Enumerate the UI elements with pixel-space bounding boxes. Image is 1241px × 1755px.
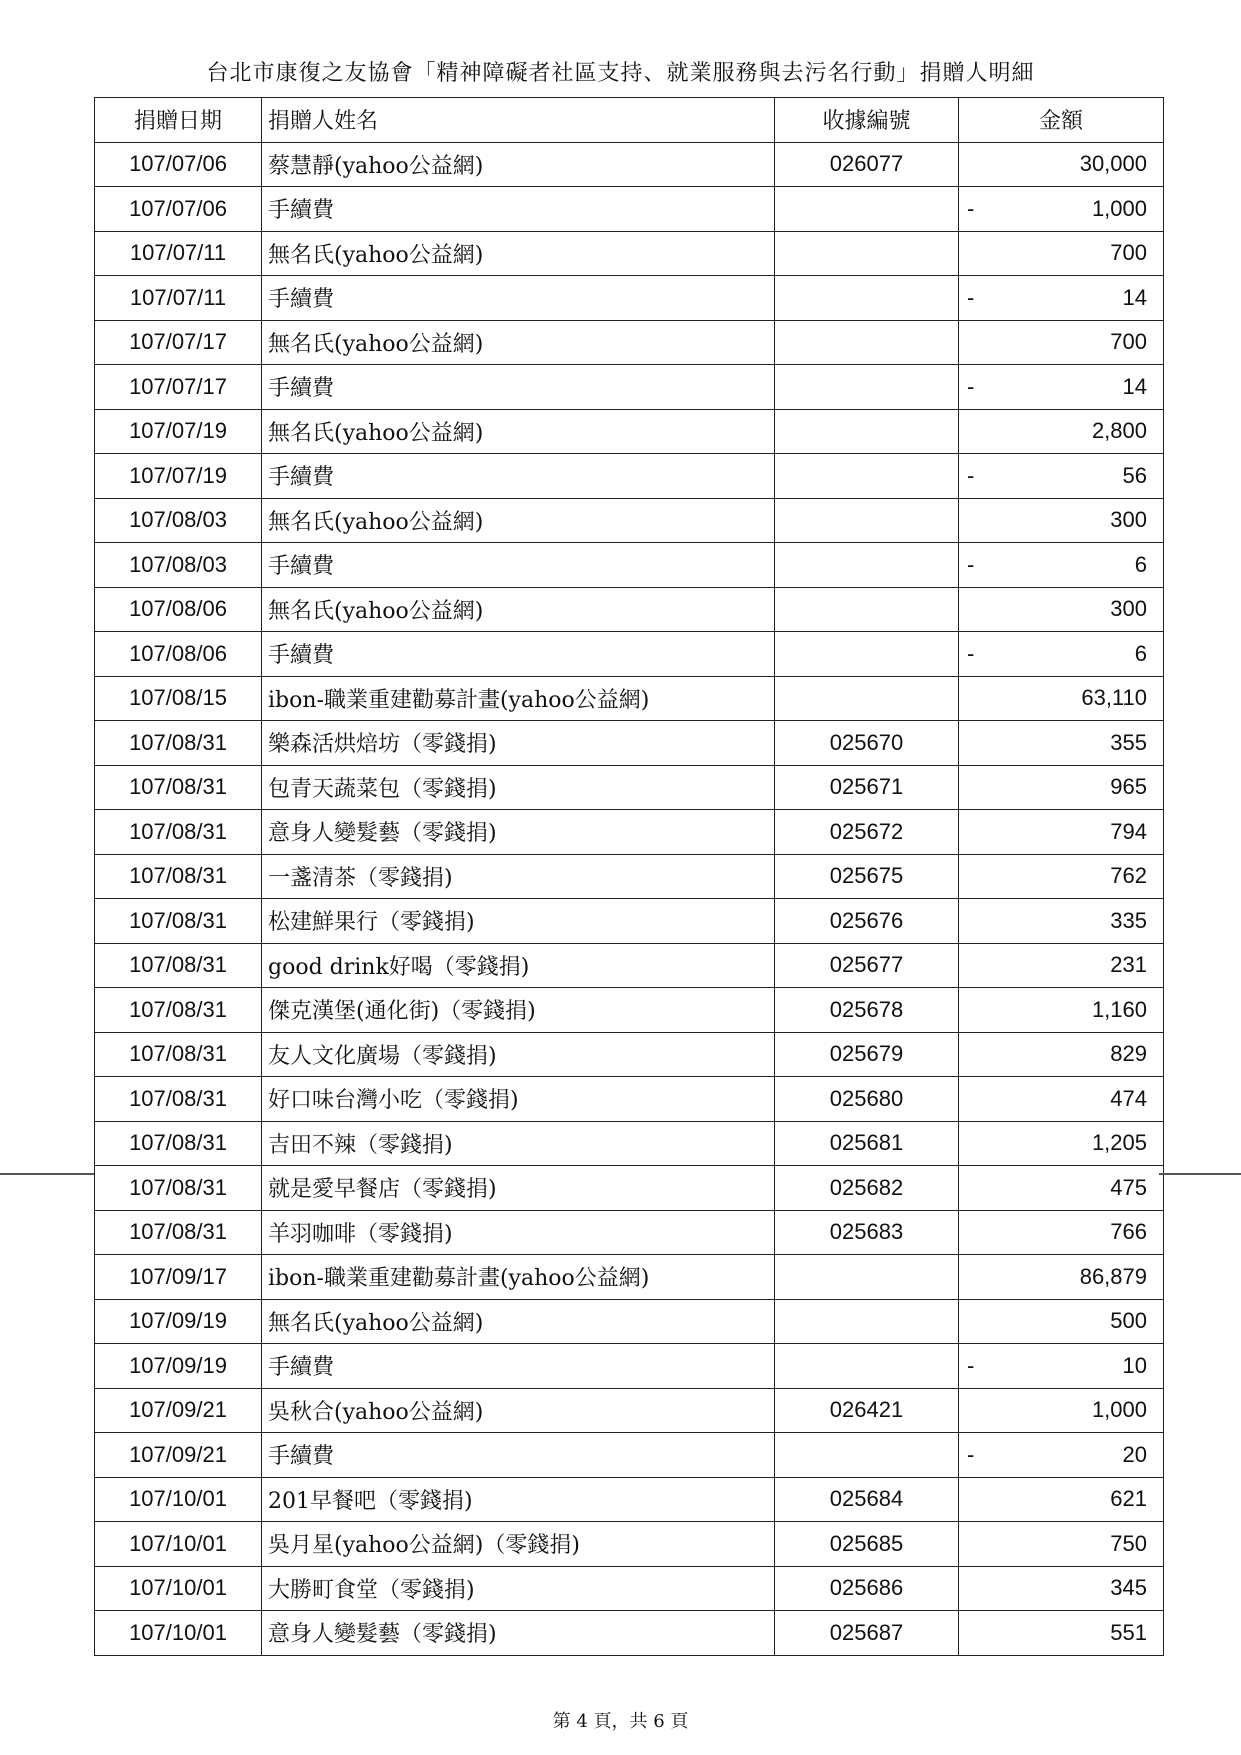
cell-amount	[959, 1477, 1164, 1522]
amount-value: 750	[1110, 1530, 1147, 1556]
cell-amount	[959, 943, 1164, 988]
cell-date: 107/08/31	[95, 1077, 262, 1122]
cell-receipt-number: 025678	[775, 988, 959, 1033]
cell-amount	[959, 543, 1164, 588]
negative-sign: -	[967, 640, 975, 666]
amount-value: 355	[1110, 729, 1147, 755]
amount-value: 1,000	[1091, 195, 1147, 221]
cell-date: 107/08/06	[95, 587, 262, 632]
cell-date: 107/07/06	[95, 187, 262, 232]
cell-date: 107/07/19	[95, 409, 262, 454]
table-header-row	[95, 98, 1164, 143]
cell-amount	[959, 1611, 1164, 1656]
amount-value: 14	[1122, 373, 1147, 399]
cell-amount	[959, 231, 1164, 276]
cell-donor-name: 大勝町食堂（零錢捐)	[262, 1566, 775, 1611]
table-row	[95, 1522, 1164, 1567]
amount-value: 300	[1110, 596, 1147, 622]
cell-date: 107/09/21	[95, 1388, 262, 1433]
cell-donor-name: 吳月星(yahoo公益網)（零錢捐)	[262, 1522, 775, 1567]
table-row	[95, 943, 1164, 988]
cell-date: 107/07/06	[95, 142, 262, 187]
cell-date: 107/08/31	[95, 943, 262, 988]
cell-date: 107/07/11	[95, 276, 262, 321]
cell-donor-name: 手續費	[262, 1433, 775, 1478]
cell-amount	[959, 1077, 1164, 1122]
cell-amount	[959, 187, 1164, 232]
cell-receipt-number	[775, 454, 959, 499]
cell-receipt-number	[775, 320, 959, 365]
table-row	[95, 854, 1164, 899]
cell-date: 107/08/31	[95, 1210, 262, 1255]
amount-value: 1,160	[1091, 996, 1147, 1022]
amount-value: 10	[1122, 1352, 1147, 1378]
cell-amount	[959, 721, 1164, 766]
cell-amount	[959, 320, 1164, 365]
cell-amount	[959, 276, 1164, 321]
cell-receipt-number	[775, 231, 959, 276]
cell-receipt-number	[775, 187, 959, 232]
cell-date: 107/08/31	[95, 810, 262, 855]
cell-receipt-number: 025675	[775, 854, 959, 899]
cell-date: 107/08/31	[95, 1166, 262, 1211]
negative-sign: -	[967, 551, 975, 577]
cell-date: 107/08/06	[95, 632, 262, 677]
cell-receipt-number	[775, 1344, 959, 1389]
cell-date: 107/10/01	[95, 1477, 262, 1522]
header-donor-name: 捐贈人姓名	[262, 98, 775, 143]
cell-amount	[959, 632, 1164, 677]
amount-value: 20	[1122, 1441, 1147, 1467]
amount-value: 86,879	[1079, 1263, 1147, 1289]
cell-donor-name: 意身人變髮藝（零錢捐)	[262, 1611, 775, 1656]
cell-receipt-number: 025679	[775, 1032, 959, 1077]
cell-amount	[959, 676, 1164, 721]
negative-sign: -	[967, 284, 975, 310]
amount-value: 965	[1110, 774, 1147, 800]
cell-donor-name: 手續費	[262, 632, 775, 677]
table-row	[95, 1077, 1164, 1122]
cell-receipt-number	[775, 409, 959, 454]
table-body	[95, 142, 1164, 1655]
cell-donor-name: good drink好喝（零錢捐)	[262, 943, 775, 988]
amount-value: 300	[1110, 507, 1147, 533]
table-row	[95, 1344, 1164, 1389]
cell-amount	[959, 854, 1164, 899]
cell-donor-name: 就是愛早餐店（零錢捐)	[262, 1166, 775, 1211]
cell-donor-name: 無名氏(yahoo公益網)	[262, 1299, 775, 1344]
table-row	[95, 365, 1164, 410]
cell-date: 107/08/31	[95, 988, 262, 1033]
table-row	[95, 1166, 1164, 1211]
cell-donor-name: 無名氏(yahoo公益網)	[262, 409, 775, 454]
negative-sign: -	[967, 1352, 975, 1378]
cell-date: 107/09/17	[95, 1255, 262, 1300]
cell-donor-name: 無名氏(yahoo公益網)	[262, 498, 775, 543]
table-row	[95, 1121, 1164, 1166]
table-row	[95, 276, 1164, 321]
cell-amount	[959, 1566, 1164, 1611]
cell-receipt-number: 025670	[775, 721, 959, 766]
cell-date: 107/08/31	[95, 854, 262, 899]
cell-donor-name: 包青天蔬菜包（零錢捐)	[262, 765, 775, 810]
cell-receipt-number	[775, 587, 959, 632]
cell-date: 107/08/31	[95, 721, 262, 766]
table-row	[95, 1477, 1164, 1522]
cell-receipt-number	[775, 632, 959, 677]
cell-receipt-number	[775, 276, 959, 321]
cell-donor-name: 手續費	[262, 1344, 775, 1389]
amount-value: 621	[1110, 1486, 1147, 1512]
cell-receipt-number: 025677	[775, 943, 959, 988]
cell-receipt-number: 025682	[775, 1166, 959, 1211]
amount-value: 335	[1110, 907, 1147, 933]
amount-value: 829	[1110, 1041, 1147, 1067]
cell-date: 107/08/03	[95, 498, 262, 543]
document-title: 台北市康復之友協會「精神障礙者社區支持、就業服務與去污名行動」捐贈人明細	[206, 61, 1035, 86]
table-row	[95, 1388, 1164, 1433]
amount-value: 1,000	[1091, 1397, 1147, 1423]
cell-receipt-number: 025676	[775, 899, 959, 944]
cell-amount	[959, 498, 1164, 543]
amount-value: 63,110	[1081, 685, 1147, 711]
cell-amount	[959, 1299, 1164, 1344]
cell-donor-name: 一盞清茶（零錢捐)	[262, 854, 775, 899]
negative-sign: -	[967, 373, 975, 399]
cell-donor-name: 手續費	[262, 276, 775, 321]
cell-amount	[959, 365, 1164, 410]
cell-date: 107/10/01	[95, 1611, 262, 1656]
cell-donor-name: 手續費	[262, 454, 775, 499]
cell-receipt-number: 026421	[775, 1388, 959, 1433]
cell-receipt-number: 025680	[775, 1077, 959, 1122]
cell-amount	[959, 1344, 1164, 1389]
table-row	[95, 1566, 1164, 1611]
cell-date: 107/07/17	[95, 320, 262, 365]
table-row	[95, 632, 1164, 677]
cell-receipt-number: 025671	[775, 765, 959, 810]
table-row	[95, 231, 1164, 276]
cell-donor-name: 樂森活烘焙坊（零錢捐)	[262, 721, 775, 766]
cell-amount	[959, 1255, 1164, 1300]
header-date: 捐贈日期	[95, 98, 262, 143]
table-row	[95, 1210, 1164, 1255]
cell-amount	[959, 1121, 1164, 1166]
cell-donor-name: 友人文化廣場（零錢捐)	[262, 1032, 775, 1077]
amount-value: 794	[1110, 818, 1147, 844]
cell-donor-name: 手續費	[262, 187, 775, 232]
amount-value: 56	[1122, 462, 1147, 488]
cell-receipt-number: 025684	[775, 1477, 959, 1522]
cell-receipt-number: 025686	[775, 1566, 959, 1611]
amount-value: 475	[1110, 1174, 1147, 1200]
table-row	[95, 810, 1164, 855]
cell-donor-name: 傑克漢堡(通化街)（零錢捐)	[262, 988, 775, 1033]
cell-donor-name: ibon-職業重建勸募計畫(yahoo公益網)	[262, 676, 775, 721]
cell-donor-name: 好口味台灣小吃（零錢捐)	[262, 1077, 775, 1122]
negative-sign: -	[967, 462, 975, 488]
cell-receipt-number	[775, 676, 959, 721]
table-row	[95, 142, 1164, 187]
amount-value: 6	[1134, 551, 1147, 577]
scan-artifact-line-right	[1159, 1173, 1241, 1175]
amount-value: 30,000	[1079, 151, 1147, 177]
cell-date: 107/09/19	[95, 1299, 262, 1344]
cell-date: 107/09/19	[95, 1344, 262, 1389]
cell-date: 107/10/01	[95, 1522, 262, 1567]
cell-date: 107/10/01	[95, 1566, 262, 1611]
cell-donor-name: 吳秋合(yahoo公益網)	[262, 1388, 775, 1433]
cell-amount	[959, 1166, 1164, 1211]
amount-value: 700	[1110, 240, 1147, 266]
table-row	[95, 187, 1164, 232]
cell-receipt-number	[775, 1299, 959, 1344]
amount-value: 700	[1110, 329, 1147, 355]
cell-receipt-number: 026077	[775, 142, 959, 187]
cell-date: 107/07/19	[95, 454, 262, 499]
header-receipt-number: 收據編號	[775, 98, 959, 143]
cell-receipt-number: 025685	[775, 1522, 959, 1567]
cell-donor-name: 羊羽咖啡（零錢捐)	[262, 1210, 775, 1255]
cell-date: 107/08/31	[95, 765, 262, 810]
cell-date: 107/07/17	[95, 365, 262, 410]
cell-amount	[959, 1388, 1164, 1433]
amount-value: 551	[1110, 1619, 1147, 1645]
cell-amount	[959, 899, 1164, 944]
cell-receipt-number: 025681	[775, 1121, 959, 1166]
cell-amount	[959, 409, 1164, 454]
scan-artifact-line-left	[0, 1173, 94, 1175]
cell-amount	[959, 988, 1164, 1033]
cell-donor-name: 蔡慧靜(yahoo公益網)	[262, 142, 775, 187]
table-row	[95, 1032, 1164, 1077]
table-row	[95, 1611, 1164, 1656]
page-footer: 第 4 頁，共 6 頁	[552, 1711, 689, 1732]
cell-receipt-number	[775, 1255, 959, 1300]
cell-date: 107/08/31	[95, 1032, 262, 1077]
cell-date: 107/08/31	[95, 899, 262, 944]
cell-receipt-number: 025687	[775, 1611, 959, 1656]
amount-value: 14	[1122, 284, 1147, 310]
table-row	[95, 543, 1164, 588]
amount-value: 766	[1110, 1219, 1147, 1245]
table-row	[95, 498, 1164, 543]
cell-amount	[959, 587, 1164, 632]
cell-donor-name: 無名氏(yahoo公益網)	[262, 320, 775, 365]
cell-date: 107/08/03	[95, 543, 262, 588]
header-amount: 金額	[959, 98, 1164, 143]
table-row	[95, 1255, 1164, 1300]
cell-date: 107/08/15	[95, 676, 262, 721]
cell-donor-name: 手續費	[262, 543, 775, 588]
table-row	[95, 454, 1164, 499]
cell-date: 107/07/11	[95, 231, 262, 276]
cell-amount	[959, 142, 1164, 187]
table-row	[95, 765, 1164, 810]
cell-amount	[959, 1210, 1164, 1255]
cell-date: 107/09/21	[95, 1433, 262, 1478]
table-row	[95, 409, 1164, 454]
cell-donor-name: 無名氏(yahoo公益網)	[262, 231, 775, 276]
amount-value: 345	[1110, 1575, 1147, 1601]
cell-amount	[959, 454, 1164, 499]
table-row	[95, 676, 1164, 721]
cell-receipt-number: 025683	[775, 1210, 959, 1255]
amount-value: 1,205	[1091, 1130, 1147, 1156]
cell-amount	[959, 1032, 1164, 1077]
cell-donor-name: 201早餐吧（零錢捐)	[262, 1477, 775, 1522]
table-row	[95, 721, 1164, 766]
cell-donor-name: 手續費	[262, 365, 775, 410]
cell-donor-name: 吉田不辣（零錢捐)	[262, 1121, 775, 1166]
cell-receipt-number	[775, 365, 959, 410]
table-row	[95, 320, 1164, 365]
cell-donor-name: 無名氏(yahoo公益網)	[262, 587, 775, 632]
amount-value: 762	[1110, 863, 1147, 889]
cell-donor-name: 松建鮮果行（零錢捐)	[262, 899, 775, 944]
cell-receipt-number	[775, 543, 959, 588]
negative-sign: -	[967, 1441, 975, 1467]
cell-amount	[959, 1522, 1164, 1567]
table-row	[95, 1433, 1164, 1478]
donation-table	[94, 97, 1164, 1656]
cell-amount	[959, 1433, 1164, 1478]
negative-sign: -	[967, 195, 975, 221]
amount-value: 6	[1134, 640, 1147, 666]
cell-amount	[959, 810, 1164, 855]
cell-receipt-number	[775, 1433, 959, 1478]
table-row	[95, 899, 1164, 944]
amount-value: 474	[1110, 1085, 1147, 1111]
cell-donor-name: ibon-職業重建勸募計畫(yahoo公益網)	[262, 1255, 775, 1300]
table-row	[95, 1299, 1164, 1344]
amount-value: 500	[1110, 1308, 1147, 1334]
cell-receipt-number: 025672	[775, 810, 959, 855]
amount-value: 231	[1110, 952, 1147, 978]
cell-amount	[959, 765, 1164, 810]
amount-value: 2,800	[1091, 418, 1147, 444]
table-row	[95, 988, 1164, 1033]
cell-donor-name: 意身人變髮藝（零錢捐)	[262, 810, 775, 855]
table-row	[95, 587, 1164, 632]
cell-receipt-number	[775, 498, 959, 543]
cell-date: 107/08/31	[95, 1121, 262, 1166]
